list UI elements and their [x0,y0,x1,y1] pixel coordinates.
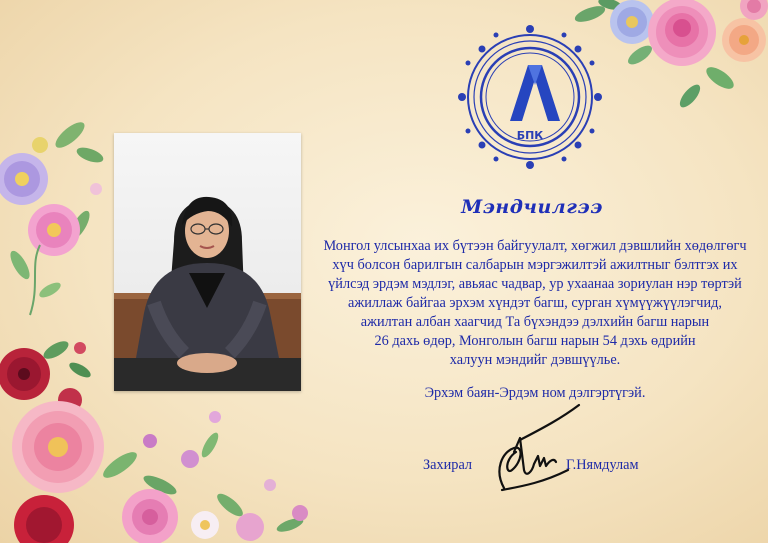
message-line: ажилтан албан хаагчид Та бүхэндээ дэлхийн багш нарын [360,314,710,330]
flower-decoration-bottom [0,385,330,543]
pink-flower-small-icon [740,0,768,20]
signature-icon [484,400,584,500]
director-label: Захирал [423,457,473,473]
message-line: 26 дахь өдөр, Монголын багш нарын 54 дэхь өдрийн [374,333,696,349]
card-title: Мэндчилгээ [461,196,603,218]
message-line: Монгол улсынхаа их бүтээн байгуулалт, хөгжил дэвшлийн хөдөлгөгч [323,238,747,254]
red-flower-icon [14,495,74,543]
pink-flower-icon [28,204,80,256]
peach-flower-icon [722,18,766,62]
college-logo-icon [456,23,604,171]
pink-dahlia-icon [12,401,104,493]
portrait-photo [114,133,301,391]
white-flower-icon [191,511,219,539]
message-line: үйлсэд эрдэм мэдлэг, авьяас чадвар, ур ухаанаа зориулан нэр төртэй [328,276,742,292]
message-line: хүч болсон барилгын салбарын мэргэжилтэй ажилтныг бэлтгэх их [332,257,738,273]
director-name: Г.Нямдулам [566,457,639,473]
greeting-message [318,237,752,370]
logo-text: БПК [516,129,544,142]
closing-wish: Эрхэм баян-Эрдэм ном дэлгэртүгэй. [424,385,646,401]
flower-decoration-left [0,115,110,325]
blue-flower-icon [610,0,654,44]
pink-rose-icon [122,489,178,543]
message-line: ажиллаж байгаа эрхэм хүндэт багш, сурган хүмүүжүүлэгчид, [348,295,722,311]
pink-peony-icon [648,0,716,66]
portrait-illustration [114,133,301,391]
message-line: халуун мэндийг дэвшүүлье. [449,352,621,368]
letter-a-icon [510,65,560,121]
purple-flower-icon [0,153,48,205]
